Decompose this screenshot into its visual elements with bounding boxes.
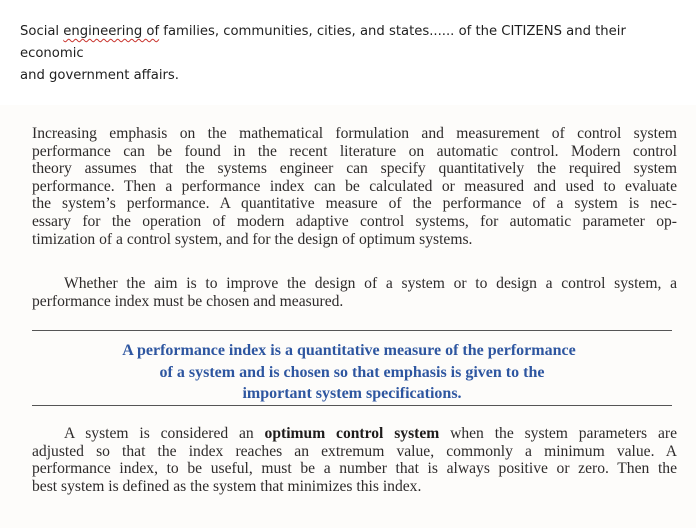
text-line: Increasing emphasis on the mathematical formulation and measurement of control system	[32, 125, 677, 142]
callout-top-rule	[32, 330, 672, 331]
text-line: best system is defined as the system that minimizes this index.	[32, 477, 422, 495]
text-line: performance. Then a performance index can be calculated or measured and used to evaluate	[32, 177, 677, 195]
callout-line: of a system and is chosen so that emphasis is given to the	[159, 363, 545, 381]
text-line: timization of a control system, and for the design of optimum systems.	[32, 230, 473, 248]
scanned-textbook-page	[0, 105, 696, 528]
paragraph-optimum-control-system	[32, 425, 677, 495]
text-segment: when the system parameters are	[439, 425, 677, 442]
caption-line-1	[20, 21, 685, 65]
callout-line: A performance index is a quantitative measure of the performance	[122, 342, 576, 359]
text-line: Whether the aim is to improve the design of a system or to design a control system, a	[64, 275, 677, 292]
text-line: performance can be found in the recent literature on automatic control. Modern control	[32, 142, 677, 160]
text-segment: A system is considered an	[64, 425, 265, 442]
caption-text-start: Social	[20, 24, 64, 39]
callout-bottom-rule	[32, 405, 672, 406]
text-line: theory assumes that the systems engineer can specify quantitatively the required system	[32, 160, 677, 178]
text-line: adjusted so that the index reaches an extremum value, commonly a minimum value. A	[32, 442, 677, 460]
text-line: essary for the operation of modern adaptive control systems, for automatic parameter op-	[32, 212, 677, 230]
caption-line-2: and government affairs.	[20, 68, 179, 83]
paragraph-performance-emphasis	[32, 125, 677, 248]
term-optimum-control-system: optimum control system	[264, 425, 440, 442]
caption-text-end: families, communities, cities, and states...... of the CITIZENS and their economic	[20, 24, 626, 61]
spellcheck-flagged-word[interactable]: engineering of	[63, 24, 160, 39]
text-line: the system’s performance. A quantitative measure of the performance of a system is nec-	[32, 195, 677, 213]
text-line: performance index, to be useful, must be a number that is always positive or zero. Then the	[32, 460, 677, 478]
paragraph-performance-index-aim	[32, 275, 677, 310]
performance-index-definition-callout	[32, 340, 672, 405]
caption-text	[20, 21, 685, 87]
text-line	[32, 425, 677, 443]
text-line: performance index must be chosen and measured.	[32, 292, 344, 310]
callout-line: important system specifications.	[242, 385, 462, 402]
